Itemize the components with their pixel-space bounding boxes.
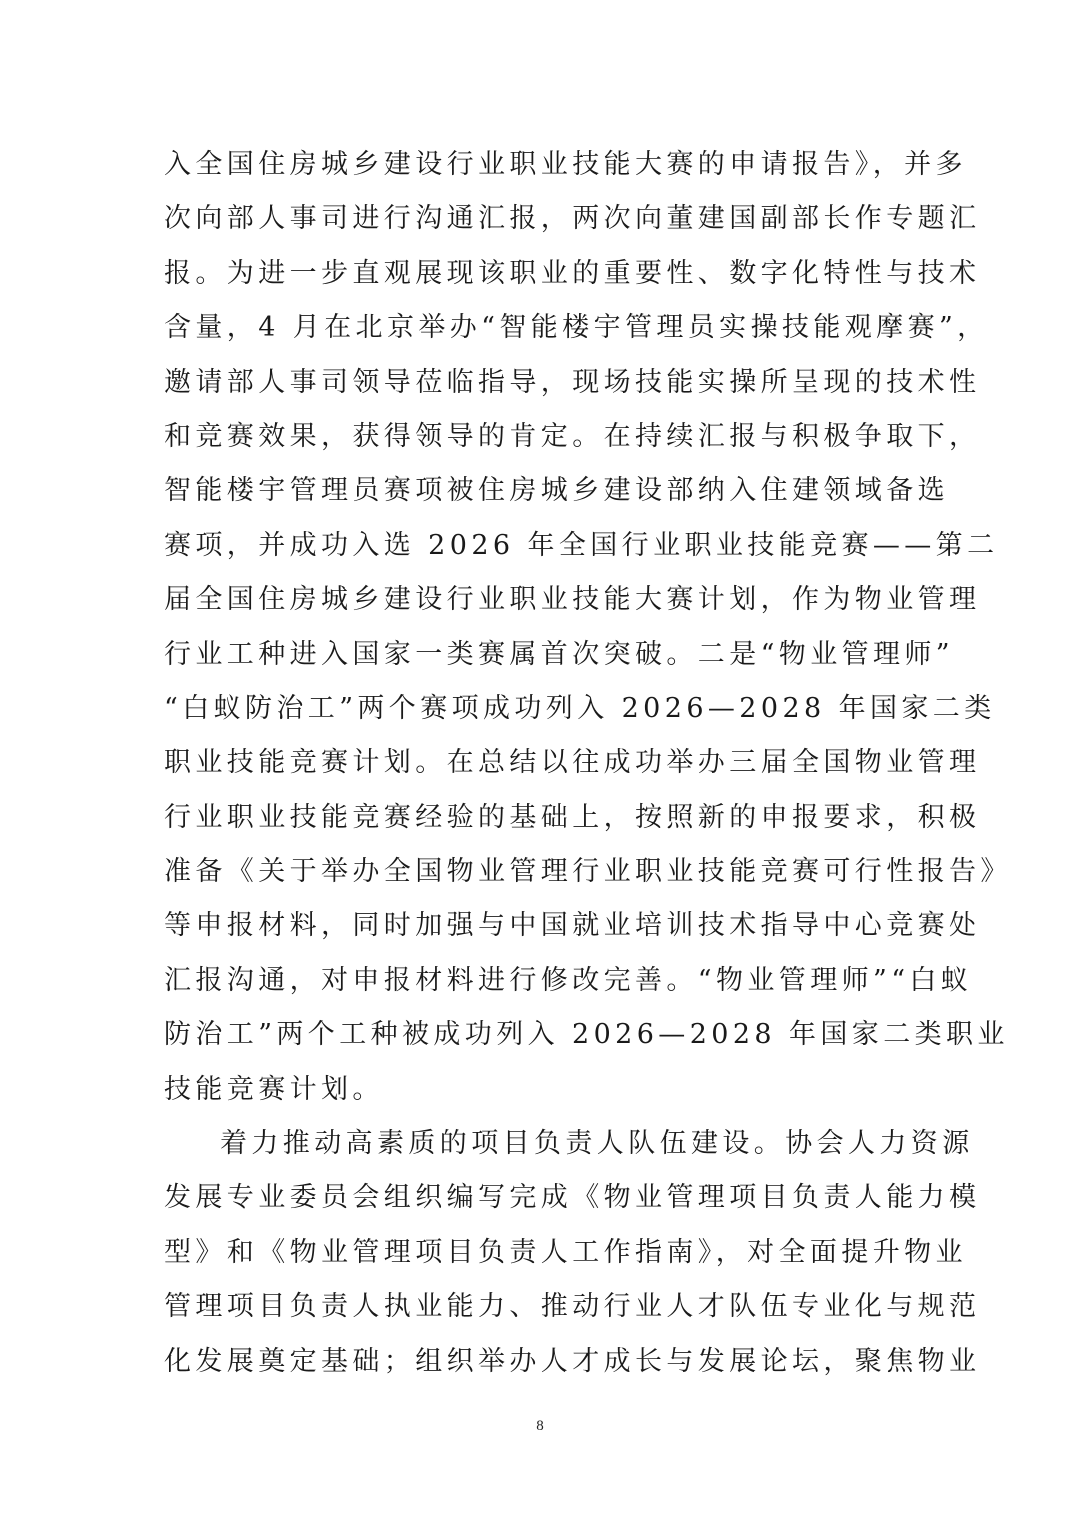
paragraph bbox=[164, 1117, 981, 1389]
text-line: “白蚁防治工”两个赛项成功列入 2026—2028 年国家二类 bbox=[164, 692, 996, 724]
text-line: 型》和《物业管理项目负责人工作指南》，对全面提升物业 bbox=[164, 1236, 967, 1268]
paragraph bbox=[164, 138, 1012, 1117]
text-line: 汇报沟通，对申报材料进行修改完善。“物业管理师”“白蚁 bbox=[164, 964, 973, 996]
text-line: 管理项目负责人执业能力、推动行业人才队伍专业化与规范 bbox=[164, 1291, 981, 1323]
text-line: 和竞赛效果，获得领导的肯定。在持续汇报与积极争取下， bbox=[164, 420, 981, 452]
text-line: 赛项，并成功入选 2026 年全国行业职业技能竞赛——第二 bbox=[164, 529, 999, 561]
text-line: 等申报材料，同时加强与中国就业培训技术指导中心竞赛处 bbox=[164, 910, 981, 942]
text-line: 届全国住房城乡建设行业职业技能大赛计划，作为物业管理 bbox=[164, 584, 981, 616]
text-line: 技能竞赛计划。 bbox=[164, 1073, 384, 1105]
text-line: 化发展奠定基础；组织举办人才成长与发展论坛，聚焦物业 bbox=[164, 1345, 981, 1377]
text-line: 行业职业技能竞赛经验的基础上，按照新的申报要求，积极 bbox=[164, 801, 981, 833]
text-line: 报。为进一步直观展现该职业的重要性、数字化特性与技术 bbox=[164, 257, 981, 289]
text-line: 防治工”两个工种被成功列入 2026—2028 年国家二类职业 bbox=[164, 1019, 1009, 1051]
text-line: 含量，4 月在北京举办“智能楼宇管理员实操技能观摩赛”， bbox=[164, 312, 989, 344]
text-line: 着力推动高素质的项目负责人队伍建设。协会人力资源 bbox=[220, 1128, 974, 1160]
text-line: 职业技能竞赛计划。在总结以往成功举办三届全国物业管理 bbox=[164, 747, 981, 779]
text-line: 行业工种进入国家一类赛属首次突破。二是“物业管理师” bbox=[164, 638, 955, 670]
body-text bbox=[164, 138, 1012, 1389]
text-line: 发展专业委员会组织编写完成《物业管理项目负责人能力模 bbox=[164, 1182, 981, 1214]
text-line: 次向部人事司进行沟通汇报，两次向董建国副部长作专题汇 bbox=[164, 203, 981, 235]
text-line: 邀请部人事司领导莅临指导，现场技能实操所呈现的技术性 bbox=[164, 366, 981, 398]
text-line: 入全国住房城乡建设行业职业技能大赛的申请报告》，并多 bbox=[164, 149, 967, 180]
text-line: 智能楼宇管理员赛项被住房城乡建设部纳入住建领域备选 bbox=[164, 475, 949, 507]
text-line: 准备《关于举办全国物业管理行业职业技能竞赛可行性报告》 bbox=[164, 856, 1012, 888]
page-number: 8 bbox=[536, 1418, 544, 1434]
